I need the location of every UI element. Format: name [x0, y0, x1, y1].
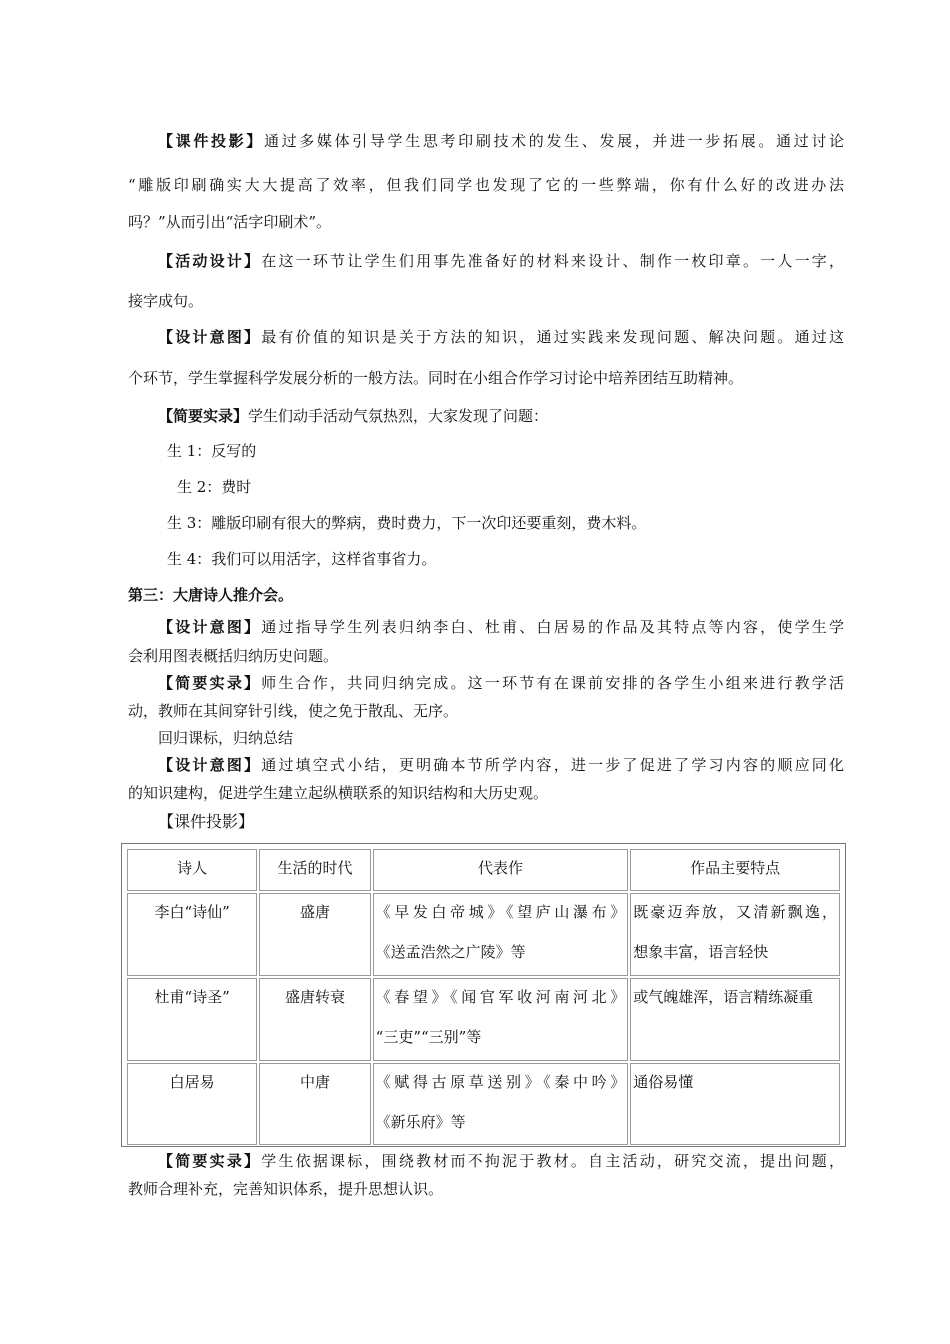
courseware-heading: 【课件投影】: [158, 812, 255, 831]
era-cell: 盛唐转衰: [259, 978, 370, 1061]
text: 在这一环节让学生们用事先准备好的材料来设计、制作一枚印章。一人一字，: [261, 252, 844, 270]
table-header-row: [127, 849, 840, 891]
features-cell: [630, 1063, 840, 1145]
paragraph-intent-3: [128, 755, 844, 775]
features-line: 通俗易懂: [633, 1073, 694, 1091]
paragraph-intent-1: [128, 327, 844, 347]
paragraph-intent-2: [128, 617, 844, 637]
works-cell: [373, 893, 629, 976]
paragraph-record-3-line2: 教师合理补充，完善知识体系，提升思想认识。: [128, 1180, 444, 1198]
poet-cell: 杜甫“诗圣”: [127, 978, 257, 1061]
section-heading: 第三：大唐诗人推介会。: [128, 586, 294, 604]
paragraph-record-1: [128, 406, 844, 426]
era-cell: 中唐: [259, 1063, 370, 1145]
works-line: 《送孟浩然之广陵》等: [375, 943, 526, 961]
paragraph-courseware-1: [128, 131, 844, 151]
header-works: 代表作: [373, 849, 629, 891]
paragraph-courseware-line3: 吗？”从而引出“活字印刷术”。: [128, 213, 332, 231]
paragraph-activity: [128, 251, 844, 271]
works-line: “三吏”“三别”等: [375, 1028, 482, 1046]
student-2: 生 2：费时: [177, 478, 252, 496]
text: 师生合作，共同归纳完成。这一环节有在课前安排的各学生小组来进行教学活: [261, 674, 844, 692]
text: 通过多媒体引导学生思考印刷技术的发生、发展，并进一步拓展。通过讨论: [263, 132, 844, 150]
header-features: 作品主要特点: [630, 849, 840, 891]
era-cell: 盛唐: [259, 893, 370, 976]
paragraph-activity-line2: 接字成句。: [128, 292, 204, 310]
features-cell: [630, 893, 840, 976]
summary-heading: 回归课标，归纳总结: [158, 729, 294, 747]
label-courseware: 【课件投影】: [158, 132, 264, 150]
label-activity: 【活动设计】: [158, 252, 262, 270]
works-cell: [373, 978, 629, 1061]
paragraph-record-2-line2: 动，教师在其间穿针引线，使之免于散乱、无序。: [128, 702, 459, 720]
features-line: 既豪迈奔放，又清新飘逸，: [633, 903, 837, 921]
paragraph-courseware-line2: “雕版印刷确实大大提高了效率，但我们同学也发现了它的一些弊端，你有什么好的改进办法: [128, 176, 844, 194]
text: 学生们动手活动气氛热烈，大家发现了问题：: [248, 407, 549, 425]
works-line: 《赋得古原草送别》《秦中吟》: [375, 1073, 626, 1091]
header-era: 生活的时代: [259, 849, 370, 891]
works-line: 《新乐府》等: [375, 1113, 466, 1131]
features-line: 想象丰富，语言轻快: [633, 943, 769, 961]
table-row: [127, 1063, 840, 1145]
features-line: 或气魄雄浑，语言精练凝重: [633, 988, 814, 1006]
label-intent: 【设计意图】: [158, 618, 262, 636]
label-intent: 【设计意图】: [158, 328, 262, 346]
header-poet: 诗人: [127, 849, 257, 891]
poet-cell: 白居易: [127, 1063, 257, 1145]
student-3: 生 3：雕版印刷有很大的弊病，费时费力，下一次印还要重刻，费木料。: [167, 514, 647, 532]
poet-table: [121, 843, 846, 1147]
label-record: 【简要实录】: [158, 1152, 262, 1170]
works-line: 《春望》《闻官军收河南河北》: [375, 988, 626, 1006]
works-cell: [373, 1063, 629, 1145]
paragraph-intent-3-line2: 的知识建构，促进学生建立起纵横联系的知识结构和大历史观。: [128, 784, 549, 802]
student-1: 生 1：反写的: [167, 442, 257, 460]
text: 学生依据课标，围绕教材而不拘泥于教材。自主活动，研究交流，提出问题，: [261, 1152, 844, 1170]
student-4: 生 4：我们可以用活字，这样省事省力。: [167, 550, 437, 568]
features-cell: [630, 978, 840, 1061]
table-row: [127, 978, 840, 1061]
text: 最有价值的知识是关于方法的知识，通过实践来发现问题、解决问题。通过这: [261, 328, 844, 346]
paragraph-record-3: [128, 1151, 844, 1171]
label-record: 【简要实录】: [158, 407, 249, 425]
text: 通过指导学生列表归纳李白、杜甫、白居易的作品及其特点等内容，使学生学: [261, 618, 844, 636]
label-intent: 【设计意图】: [158, 756, 262, 774]
paragraph-record-2: [128, 673, 844, 693]
works-line: 《早发白帝城》《望庐山瀑布》: [375, 903, 626, 921]
table-row: [127, 893, 840, 976]
paragraph-intent-2-line2: 会利用图表概括归纳历史问题。: [128, 647, 339, 665]
label-record: 【简要实录】: [158, 674, 262, 692]
text: 通过填空式小结，更明确本节所学内容，进一步了促进了学习内容的顺应同化: [261, 756, 844, 774]
paragraph-intent-1-line2: 个环节，学生掌握科学发展分析的一般方法。同时在小组合作学习讨论中培养团结互助精神。: [128, 369, 744, 387]
poet-cell: 李白“诗仙”: [127, 893, 257, 976]
